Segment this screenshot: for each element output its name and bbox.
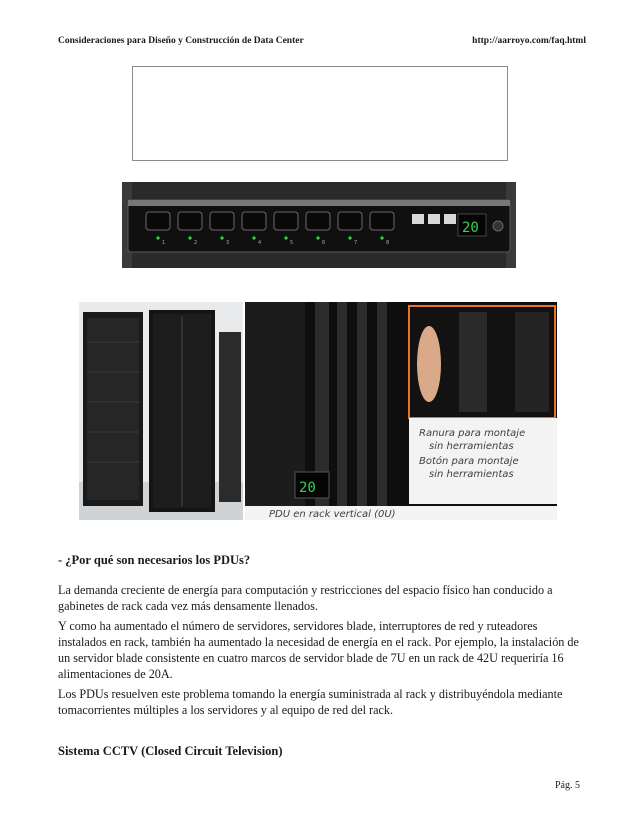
rack-display-readout: 20 — [299, 480, 316, 496]
paragraph-2: Y como ha aumentado el número de servidores, servidores blade, interruptores de red y ruteadores instalados en rack, también ha aumentado la necesidad de energía en el rack. Por ejemplo, la instalación de un servidor blade consistente en cuatro marcos de servidor blade de 7U en un rack de 42U requeriría 16 alimentaciones de 20A. — [58, 619, 579, 681]
pdu-outlet — [146, 212, 170, 230]
pdu-outlet-led — [220, 236, 223, 239]
pdu-outlet-number: 6 — [322, 240, 326, 246]
pdu-horizontal-image — [122, 182, 516, 268]
rack-cabinets-image — [79, 302, 243, 520]
pdu-outlet-number: 7 — [354, 240, 358, 246]
pdu-outlet — [242, 212, 266, 230]
rack-caption: PDU en rack vertical (0U) — [269, 509, 396, 520]
pdu-outlet — [210, 212, 234, 230]
pdu-outlet-number: 3 — [226, 240, 230, 246]
pdu-outlet-number: 1 — [162, 240, 166, 246]
section-heading-pdu: - ¿Por qué son necesarios los PDUs? — [58, 553, 251, 567]
callout-line-2: sin herramientas — [429, 441, 514, 452]
paragraph-3: Los PDUs resuelven este problema tomando la energía suministrada al rack y distribuyéndola mediante tomacorrientes múltiples a los servidores y al equipo de red del rack. — [58, 687, 563, 717]
pdu-outlet-number: 8 — [386, 240, 390, 246]
pdu-outlet-number: 2 — [194, 240, 198, 246]
header-title: Consideraciones para Diseño y Construcción de Data Center — [58, 36, 304, 46]
callout-line-4: sin herramientas — [429, 469, 514, 480]
pdu-outlet-led — [380, 236, 383, 239]
callout-line-3: Botón para montaje — [419, 456, 519, 467]
pdu-outlet-led — [348, 236, 351, 239]
pdu-outlet — [306, 212, 330, 230]
pdu-outlet-led — [284, 236, 287, 239]
header-url: http://aarroyo.com/faq.html — [472, 36, 586, 46]
callout-line-1: Ranura para montaje — [419, 428, 526, 439]
pdu-display-readout: 20 — [462, 220, 479, 236]
pdu-outlet-led — [316, 236, 319, 239]
page-number: Pág. 5 — [555, 780, 580, 791]
blank-image-frame — [132, 66, 508, 161]
pdu-outlet-number: 4 — [258, 240, 262, 246]
section-heading-cctv: Sistema CCTV (Closed Circuit Television) — [58, 744, 283, 758]
pdu-outlet — [178, 212, 202, 230]
pdu-outlet-led — [252, 236, 255, 239]
pdu-outlet-led — [156, 236, 159, 239]
paragraph-1: La demanda creciente de energía para computación y restricciones del espacio físico han conducido a gabinetes de rack cada vez más densamente llenados. — [58, 583, 553, 613]
pdu-outlet-led — [188, 236, 191, 239]
pdu-outlet — [274, 212, 298, 230]
pdu-outlet — [370, 212, 394, 230]
rack-detail-image — [245, 302, 557, 520]
pdu-outlet — [338, 212, 362, 230]
pdu-outlet-number: 5 — [290, 240, 294, 246]
